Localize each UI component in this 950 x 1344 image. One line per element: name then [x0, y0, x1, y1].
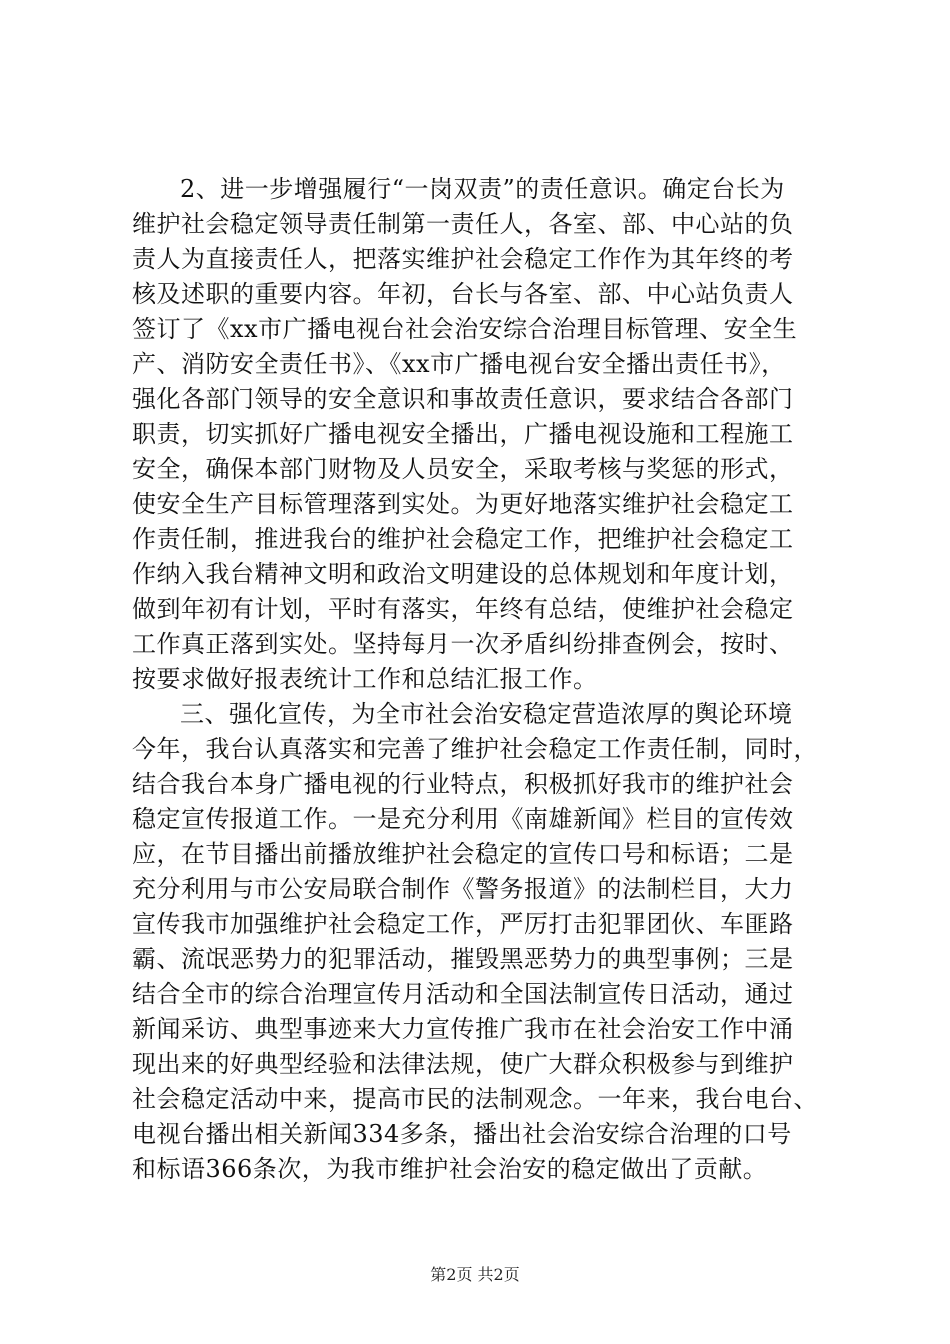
body-line: 作责任制，推进我台的维护社会稳定工作，把维护社会稳定工: [132, 525, 794, 553]
body-line: 结合我台本身广播电视的行业特点，积极抓好我市的维护社会: [132, 770, 794, 798]
body-line: 工作真正落到实处。坚持每月一次矛盾纠纷排查例会，按时、: [132, 630, 794, 658]
body-line: 现出来的好典型经验和法律法规，使广大群众积极参与到维护: [132, 1050, 794, 1078]
body-line: 按要求做好报表统计工作和总结汇报工作。: [132, 665, 598, 693]
body-line: 产、消防安全责任书》、《xx市广播电视台安全播出责任书》，: [132, 350, 786, 378]
body-line: 稳定宣传报道工作。一是充分利用《南雄新闻》栏目的宣传效: [132, 805, 794, 833]
body-line: 电视台播出相关新闻334多条，播出社会治安综合治理的口号: [132, 1120, 792, 1148]
body-line: 使安全生产目标管理落到实处。为更好地落实维护社会稳定工: [132, 490, 794, 518]
body-line: 宣传我市加强维护社会稳定工作，严厉打击犯罪团伙、车匪路: [132, 910, 794, 938]
page-footer: 第2页 共2页: [430, 1265, 520, 1284]
body-line: 今年，我台认真落实和完善了维护社会稳定工作责任制，同时，: [132, 735, 818, 763]
body-line: 核及述职的重要内容。年初，台长与各室、部、中心站负责人: [132, 280, 794, 308]
body-line: 职责，切实抓好广播电视安全播出，广播电视设施和工程施工: [132, 420, 794, 448]
body-line: 做到年初有计划，平时有落实，年终有总结，使维护社会稳定: [132, 595, 794, 623]
body-line: 作纳入我台精神文明和政治文明建设的总体规划和年度计划，: [132, 560, 794, 588]
body-line: 强化各部门领导的安全意识和事故责任意识，要求结合各部门: [132, 385, 794, 413]
body-line: 社会稳定活动中来，提高市民的法制观念。一年来，我台电台、: [132, 1085, 818, 1113]
body-line: 安全，确保本部门财物及人员安全，采取考核与奖惩的形式，: [132, 455, 794, 483]
body-line: 责人为直接责任人，把落实维护社会稳定工作作为其年终的考: [132, 245, 794, 273]
body-line: 结合全市的综合治理宣传月活动和全国法制宣传日活动，通过: [132, 980, 794, 1008]
body-line: 和标语366条次，为我市维护社会治安的稳定做出了贡献。: [132, 1155, 768, 1183]
body-line: 新闻采访、典型事迹来大力宣传推广我市在社会治安工作中涌: [132, 1015, 794, 1043]
body-line: 应，在节目播出前播放维护社会稳定的宣传口号和标语；二是: [132, 840, 794, 868]
document-body: [132, 172, 832, 1187]
body-line: 签订了《xx市广播电视台社会治安综合治理目标管理、安全生: [132, 315, 798, 343]
body-line: 霸、流氓恶势力的犯罪活动，摧毁黑恶势力的典型事例；三是: [132, 945, 794, 973]
body-line: 充分利用与市公安局联合制作《警务报道》的法制栏目，大力: [132, 875, 794, 903]
body-line: 三、强化宣传，为全市社会治安稳定营造浓厚的舆论环境: [180, 700, 793, 728]
body-line: 2、进一步增强履行“一岗双责”的责任意识。确定台长为: [180, 175, 785, 203]
body-line: 维护社会稳定领导责任制第一责任人，各室、部、中心站的负: [132, 210, 794, 238]
